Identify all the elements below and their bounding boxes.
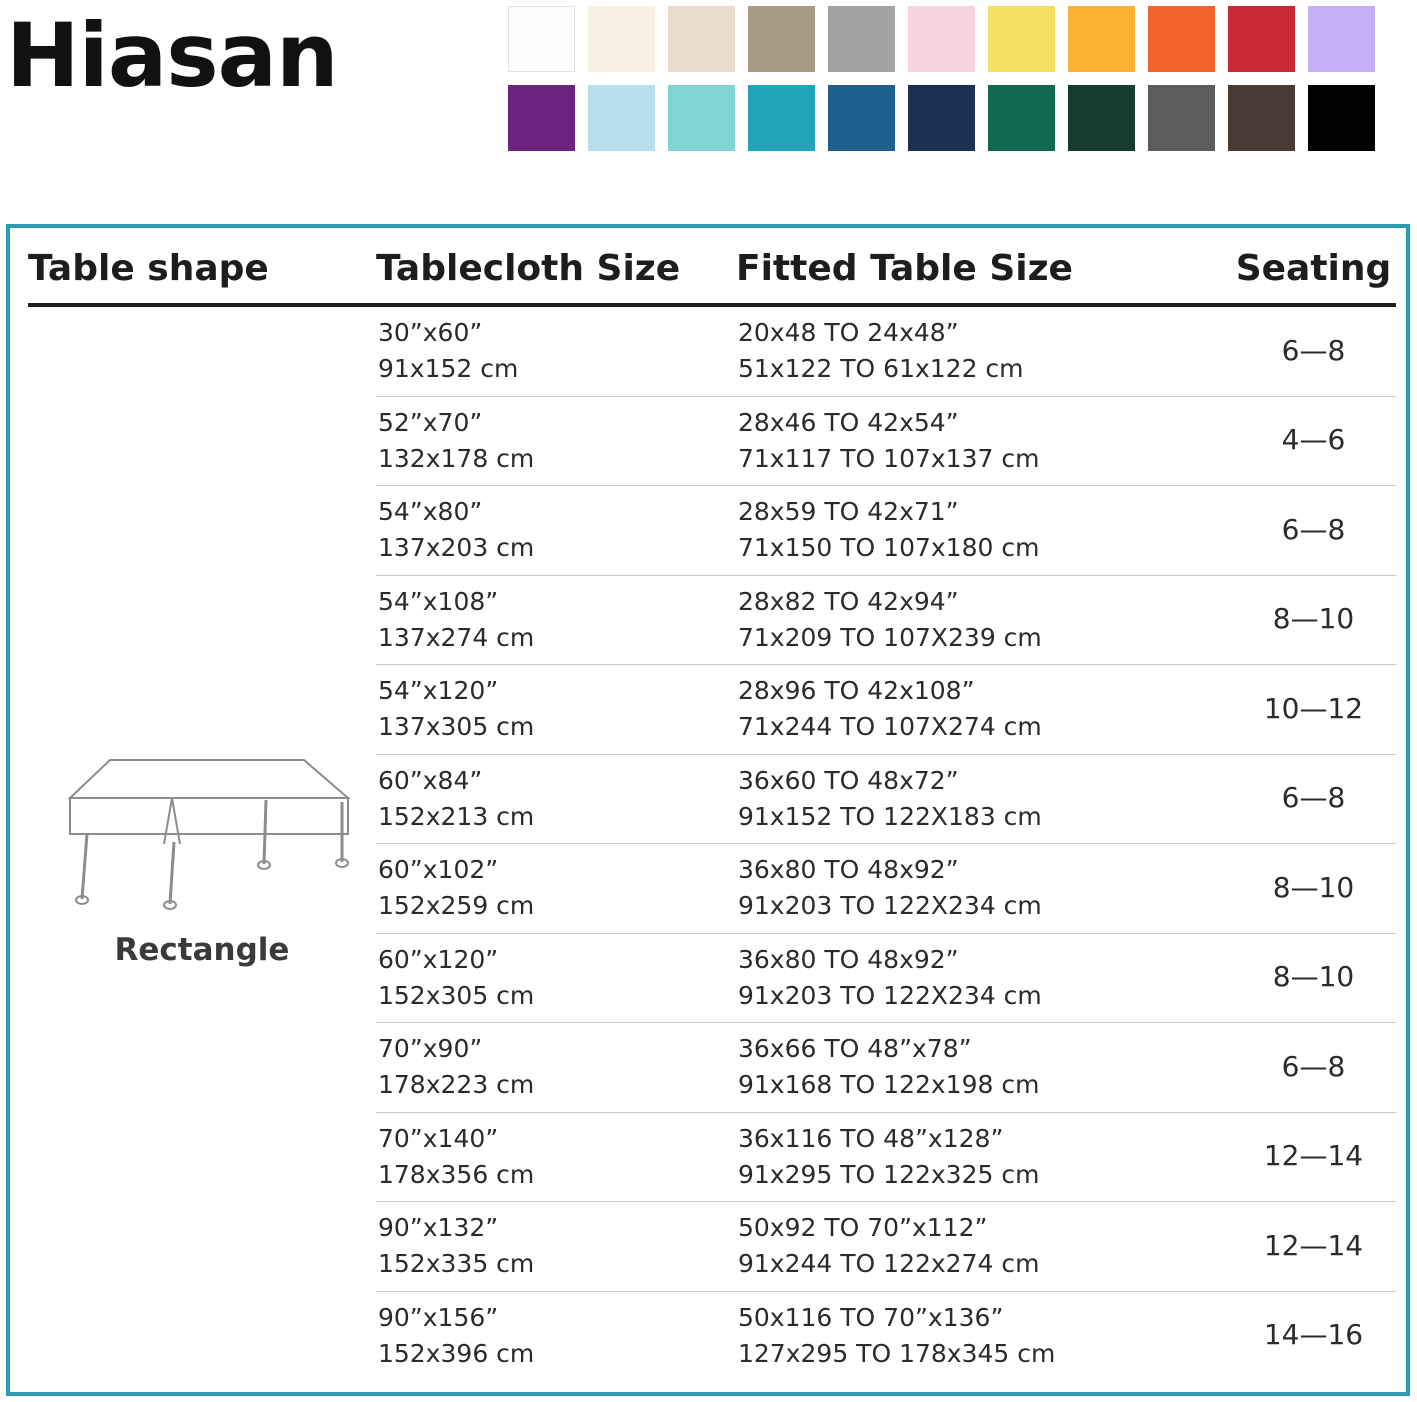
fitted-size-cm: 71x209 TO 107X239 cm (738, 622, 1042, 652)
cloth-size-cm: 152x335 cm (378, 1249, 535, 1279)
swatch-row-2 (508, 85, 1408, 151)
cloth-size-inches: 54”x80” (378, 497, 483, 526)
fitted-size-cm: 91x203 TO 122X234 cm (738, 980, 1042, 1010)
swatch-gold[interactable] (1068, 6, 1135, 72)
swatch-dark-green[interactable] (1068, 85, 1135, 151)
swatch-orange[interactable] (1148, 6, 1215, 72)
cloth-size-inches: 60”x120” (378, 944, 499, 974)
cloth-size-inches: 90”x156” (378, 1302, 499, 1332)
fitted-table-size-cell (736, 305, 1231, 396)
swatch-navy[interactable] (908, 85, 975, 151)
tablecloth-size-cell (376, 575, 736, 665)
fitted-table-size-cell (736, 396, 1231, 486)
table-row (28, 305, 1396, 396)
fitted-size-cm: 71x244 TO 107X274 cm (738, 712, 1042, 742)
fitted-size-inches: 36x80 TO 48x92” (738, 944, 959, 974)
swatch-aqua[interactable] (668, 85, 735, 151)
fitted-table-size-cell (736, 1291, 1231, 1380)
cloth-size-inches: 70”x90” (378, 1034, 483, 1063)
seating-cell: 6—8 (1231, 486, 1396, 576)
swatch-powder-blue[interactable] (588, 85, 655, 151)
swatch-beige[interactable] (668, 6, 735, 72)
swatch-light-pink[interactable] (908, 6, 975, 72)
cloth-size-inches: 90”x132” (378, 1213, 499, 1242)
swatch-emerald[interactable] (988, 85, 1055, 151)
fitted-table-size-cell (736, 665, 1231, 755)
cloth-size-inches: 60”x84” (378, 765, 483, 795)
tablecloth-size-cell (376, 1202, 736, 1292)
fitted-table-size-cell (736, 575, 1231, 665)
seating-cell: 8—10 (1231, 575, 1396, 665)
size-chart-card (6, 224, 1410, 1396)
swatch-royal-blue[interactable] (828, 85, 895, 151)
fitted-size-inches: 28x46 TO 42x54” (738, 407, 959, 437)
fitted-size-inches: 36x66 TO 48”x78” (738, 1034, 972, 1063)
fitted-size-inches: 28x82 TO 42x94” (738, 586, 959, 616)
fitted-size-cm: 91x244 TO 122x274 cm (738, 1249, 1040, 1279)
fitted-table-size-cell (736, 933, 1231, 1023)
cloth-size-cm: 137x305 cm (378, 712, 535, 742)
fitted-size-inches: 36x116 TO 48”x128” (738, 1123, 1004, 1153)
tablecloth-size-cell (376, 844, 736, 934)
seating-cell: 12—14 (1231, 1112, 1396, 1202)
seating-cell: 6—8 (1231, 305, 1396, 396)
cloth-size-cm: 152x396 cm (378, 1338, 535, 1368)
rectangle-table-icon (28, 714, 376, 914)
cloth-size-inches: 30”x60” (378, 318, 483, 347)
fitted-table-size-cell (736, 1112, 1231, 1202)
table-header-row (28, 248, 1396, 305)
seating-cell: 10—12 (1231, 665, 1396, 755)
cloth-size-cm: 137x203 cm (378, 533, 535, 563)
swatch-charcoal-gray[interactable] (1148, 85, 1215, 151)
fitted-table-size-cell (736, 1023, 1231, 1113)
tablecloth-size-cell (376, 1291, 736, 1380)
column-header-shape: Table shape (28, 248, 269, 289)
color-swatch-grid (508, 6, 1408, 164)
cloth-size-cm: 152x259 cm (378, 891, 535, 921)
size-chart-table (28, 248, 1396, 1380)
cloth-size-inches: 52”x70” (378, 407, 483, 437)
column-header-fitted-table-size: Fitted Table Size (736, 248, 1073, 289)
tablecloth-size-cell (376, 1023, 736, 1113)
seating-cell: 12—14 (1231, 1202, 1396, 1292)
cloth-size-cm: 137x274 cm (378, 622, 535, 652)
cloth-size-cm: 91x152 cm (378, 354, 519, 384)
cloth-size-inches: 54”x108” (378, 586, 499, 616)
cloth-size-cm: 152x305 cm (378, 980, 535, 1010)
tablecloth-size-cell (376, 486, 736, 576)
page-header (0, 0, 1417, 170)
tablecloth-size-cell (376, 396, 736, 486)
fitted-table-size-cell (736, 486, 1231, 576)
fitted-size-cm: 91x168 TO 122x198 cm (738, 1070, 1040, 1100)
tablecloth-size-cell (376, 933, 736, 1023)
fitted-size-cm: 127x295 TO 178x345 cm (738, 1338, 1056, 1368)
fitted-table-size-cell (736, 1202, 1231, 1292)
cloth-size-cm: 132x178 cm (378, 443, 535, 473)
cloth-size-cm: 178x356 cm (378, 1159, 535, 1189)
tablecloth-size-cell (376, 754, 736, 844)
swatch-row-1 (508, 6, 1408, 72)
shape-cell (28, 305, 376, 1380)
cloth-size-cm: 152x213 cm (378, 801, 535, 831)
cloth-size-inches: 54”x120” (378, 676, 499, 705)
swatch-dark-brown[interactable] (1228, 85, 1295, 151)
tablecloth-size-cell (376, 665, 736, 755)
column-header-tablecloth-size: Tablecloth Size (376, 248, 681, 289)
swatch-ivory[interactable] (588, 6, 655, 72)
swatch-purple[interactable] (508, 85, 575, 151)
tablecloth-size-cell (376, 305, 736, 396)
fitted-table-size-cell (736, 754, 1231, 844)
swatch-white[interactable] (508, 6, 575, 72)
cloth-size-inches: 70”x140” (378, 1123, 499, 1153)
size-chart-table-wrap (28, 248, 1392, 1384)
fitted-size-cm: 91x152 TO 122X183 cm (738, 801, 1042, 831)
fitted-size-inches: 50x116 TO 70”x136” (738, 1302, 1004, 1332)
fitted-size-cm: 91x203 TO 122X234 cm (738, 891, 1042, 921)
seating-cell: 6—8 (1231, 1023, 1396, 1113)
fitted-size-inches: 50x92 TO 70”x112” (738, 1213, 988, 1242)
fitted-size-inches: 28x59 TO 42x71” (738, 497, 959, 526)
seating-cell: 8—10 (1231, 933, 1396, 1023)
seating-cell: 14—16 (1263, 1318, 1364, 1352)
fitted-table-size-cell (736, 844, 1231, 934)
cloth-size-cm: 178x223 cm (378, 1070, 535, 1100)
swatch-teal[interactable] (748, 85, 815, 151)
swatch-gray[interactable] (828, 6, 895, 72)
seating-cell: 8—10 (1231, 844, 1396, 934)
fitted-size-cm: 71x150 TO 107x180 cm (738, 533, 1040, 563)
fitted-size-inches: 28x96 TO 42x108” (738, 676, 975, 705)
fitted-size-cm: 51x122 TO 61x122 cm (738, 354, 1024, 384)
swatch-yellow[interactable] (988, 6, 1055, 72)
fitted-size-cm: 91x295 TO 122x325 cm (738, 1159, 1040, 1189)
swatch-black[interactable] (1308, 85, 1375, 151)
fitted-size-inches: 36x60 TO 48x72” (738, 765, 959, 795)
tablecloth-size-cell (376, 1112, 736, 1202)
fitted-size-inches: 20x48 TO 24x48” (738, 318, 959, 347)
swatch-lavender[interactable] (1308, 6, 1375, 72)
cloth-size-inches: 60”x102” (378, 855, 499, 884)
seating-cell: 6—8 (1231, 754, 1396, 844)
column-header-seating: Seating (1235, 248, 1392, 289)
shape-label: Rectangle (114, 932, 290, 969)
swatch-red[interactable] (1228, 6, 1295, 72)
seating-cell: 4—6 (1231, 396, 1396, 486)
fitted-size-cm: 71x117 TO 107x137 cm (738, 443, 1040, 473)
fitted-size-inches: 36x80 TO 48x92” (738, 855, 959, 884)
brand-logo: Hiasan (6, 4, 338, 107)
swatch-taupe[interactable] (748, 6, 815, 72)
